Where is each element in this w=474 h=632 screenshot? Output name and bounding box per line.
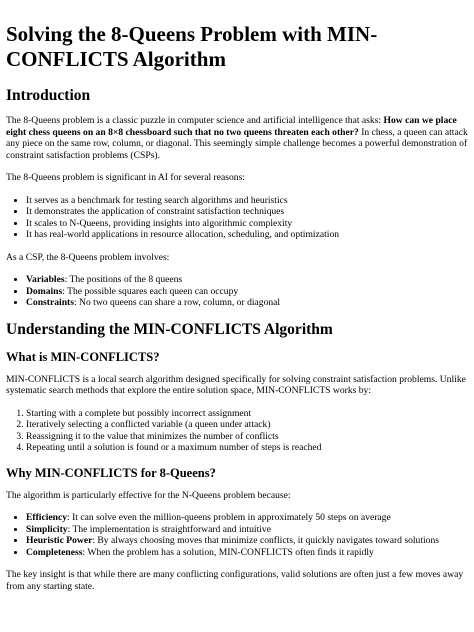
list-item: • It scales to N-Queens, providing insights into algorithmic complexity	[26, 218, 468, 230]
list-item	[26, 535, 468, 547]
description: : When the problem has a solution, MIN-CONFLICTS often finds it rapidly	[82, 546, 374, 558]
intro-text-before: The 8-Queens problem is a classic puzzle in computer science and artificial intelligence that asks:	[6, 115, 384, 126]
intro-text-after: In chess, a queen can attack any piece on the same row, column, or diagonal. This seemingly simple challenge becomes a powerful demonstration of constraint satisfaction problems (CSPs).	[6, 126, 468, 161]
list-item	[26, 524, 468, 536]
intro-paragraph	[6, 115, 468, 161]
term: Simplicity	[26, 523, 68, 535]
list-item	[26, 286, 468, 298]
list-item: • It has real-world applications in resource allocation, scheduling, and optimization	[26, 229, 468, 241]
understanding-heading: Understanding the MIN-CONFLICTS Algorithm	[6, 320, 333, 338]
description: : The possible squares each queen can occupy	[62, 285, 239, 297]
term: Completeness	[26, 546, 83, 558]
description: : It can solve even the million-queens problem in approximately 50 steps on average	[67, 512, 391, 523]
description: : No two queens can share a row, column, or diagonal	[73, 297, 281, 308]
csp-list	[6, 274, 468, 309]
list-item: 1. Starting with a complete but possibly incorrect assignment	[26, 408, 468, 420]
steps-list	[6, 408, 468, 454]
description: : The implementation is straightforward and intuitive	[67, 523, 271, 535]
term: Variables	[26, 274, 65, 285]
list-item	[26, 297, 468, 309]
reasons-list	[6, 195, 468, 241]
intro-question: How can we place eight chess queens on an 8×8 chessboard such that no two queens threaten each other?	[6, 115, 457, 138]
list-item	[26, 512, 468, 524]
why-list	[6, 512, 468, 558]
intro-heading: Introduction	[6, 87, 91, 104]
list-item	[26, 547, 468, 559]
csp-paragraph: As a CSP, the 8-Queens problem involves:	[6, 251, 170, 263]
description: : The positions of the 8 queens	[64, 274, 183, 285]
page-title: Solving the 8-Queens Problem with MIN-CONFLICTS Algorithm	[6, 22, 378, 71]
term: Constraints	[26, 297, 74, 308]
closing-paragraph: The key insight is that while there are many conflicting configurations, valid solutions are often just a few moves away from any starting state.	[6, 569, 464, 592]
significance-paragraph: The 8-Queens problem is significant in AI for several reasons:	[6, 172, 245, 183]
description: : By always choosing moves that minimize conflicts, it quickly navigates toward solutions	[92, 535, 439, 546]
list-item: • It serves as a benchmark for testing search algorithms and heuristics	[26, 195, 468, 207]
list-item: 3. Reassigning it to the value that minimizes the number of conflicts	[26, 431, 468, 443]
term: Efficiency	[26, 512, 68, 523]
why-heading: Why MIN-CONFLICTS for 8-Queens?	[6, 465, 216, 480]
term: Heuristic Power	[26, 535, 93, 546]
list-item: 4. Repeating until a solution is found or a maximum number of steps is reached	[26, 442, 468, 454]
list-item: 2. Iteratively selecting a conflicted variable (a queen under attack)	[26, 419, 468, 431]
what-heading: What is MIN-CONFLICTS?	[6, 349, 160, 364]
why-paragraph: The algorithm is particularly effective for the N-Queens problem because:	[6, 489, 291, 501]
list-item: • It demonstrates the application of constraint satisfaction techniques	[26, 206, 468, 218]
list-item	[26, 274, 468, 286]
what-paragraph: MIN-CONFLICTS is a local search algorithm designed specifically for solving constraint satisfaction problems. Unlike systematic search methods that explore the entire solution space, MIN-CONFLICTS works by:	[6, 373, 466, 396]
term: Domains	[26, 285, 63, 297]
